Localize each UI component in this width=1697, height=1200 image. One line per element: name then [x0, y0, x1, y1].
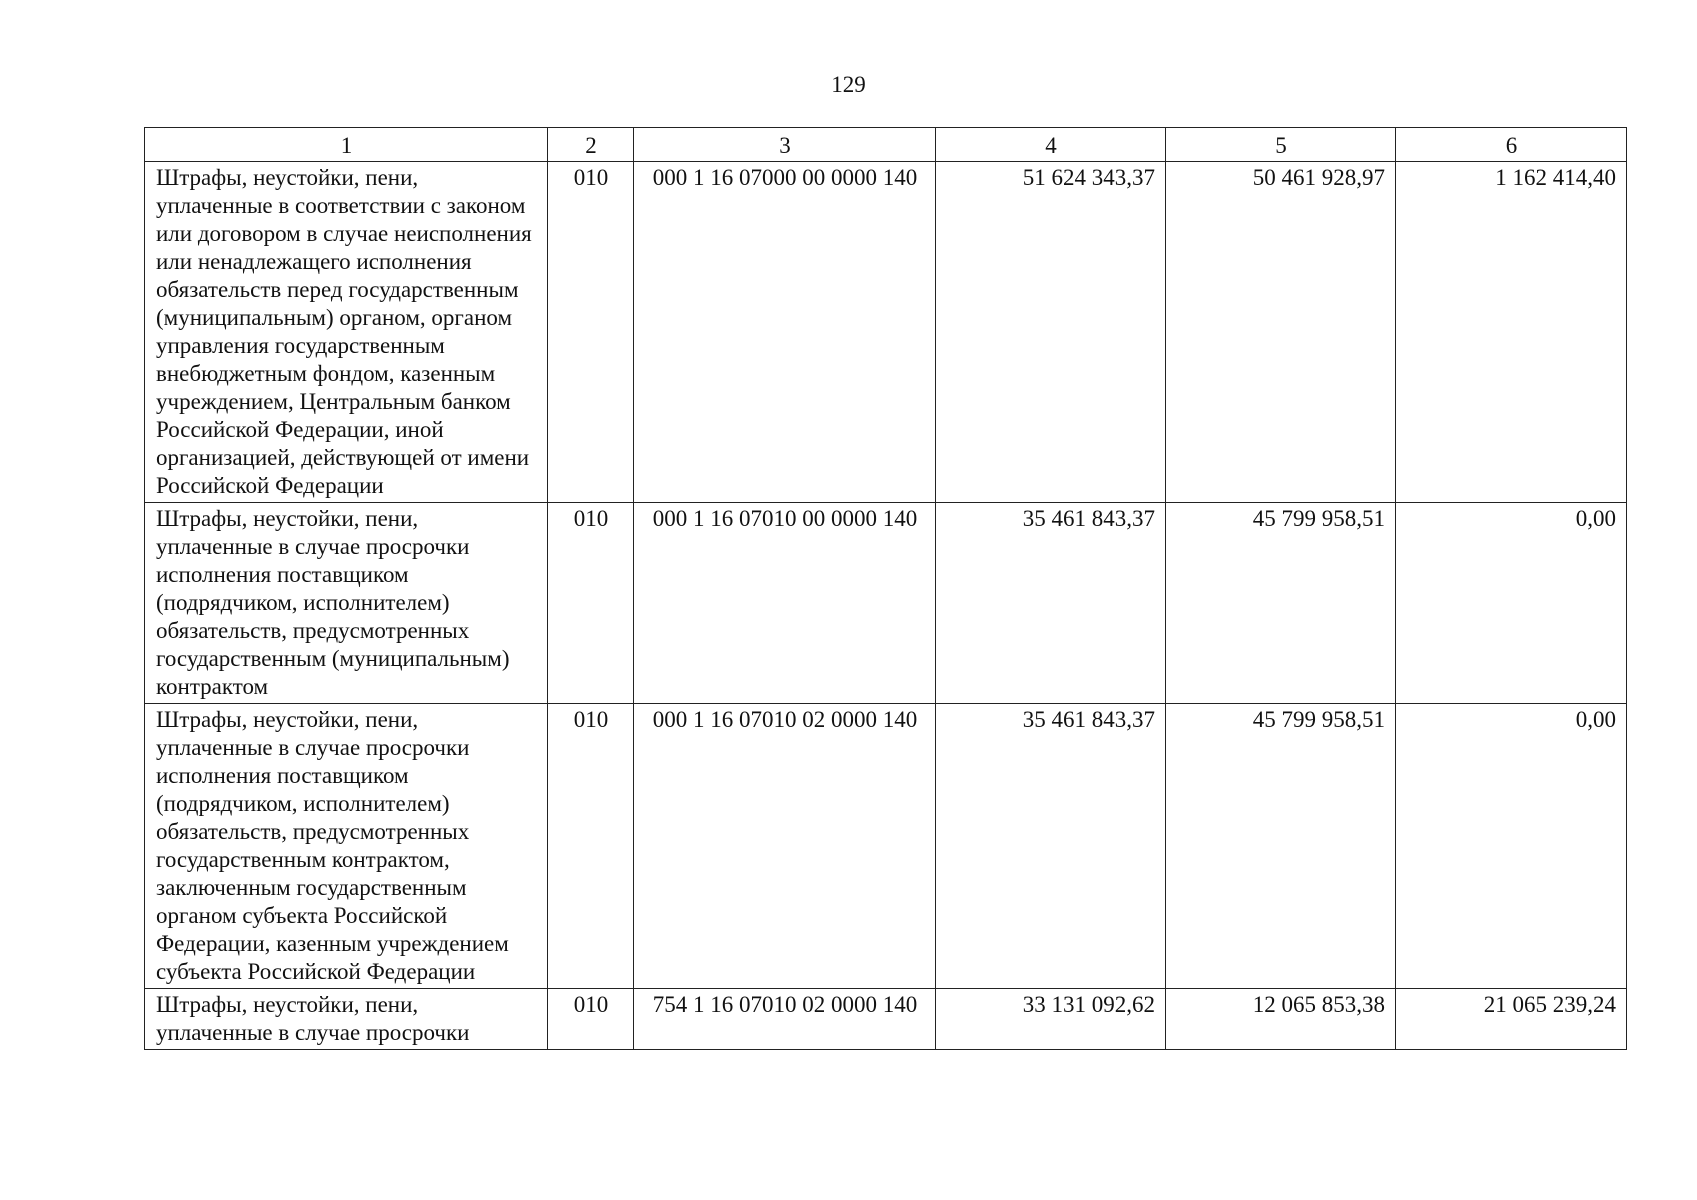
row-col4: 35 461 843,37 [936, 503, 1166, 704]
row-kbk: 000 1 16 07010 02 0000 140 [634, 704, 936, 989]
row-col5: 45 799 958,51 [1166, 704, 1396, 989]
row-col4: 35 461 843,37 [936, 704, 1166, 989]
table-row [145, 704, 1627, 989]
column-header-6: 6 [1396, 128, 1627, 162]
row-col6: 21 065 239,24 [1396, 989, 1627, 1050]
row-line-code: 010 [548, 162, 634, 503]
row-kbk: 000 1 16 07010 00 0000 140 [634, 503, 936, 704]
row-name: Штрафы, неустойки, пени, уплаченные в случае просрочки [145, 989, 548, 1050]
column-header-5: 5 [1166, 128, 1396, 162]
row-name: Штрафы, неустойки, пени, уплаченные в соответствии с законом или договором в случае неисполнения или ненадлежащего исполнения обязательств перед государственным (муниципальным) органом, органом управления государственным внебюджетным фондом, казенным учреждением, Центральным банком Российской Федерации, иной организацией, действующей от имени Российской Федерации [145, 162, 548, 503]
table-row [145, 162, 1627, 503]
row-name: Штрафы, неустойки, пени, уплаченные в случае просрочки исполнения поставщиком (подрядчиком, исполнителем) обязательств, предусмотренных государственным контрактом, заключенным государственным органом субъекта Российской Федерации, казенным учреждением субъекта Российской Федерации [145, 704, 548, 989]
row-col5: 45 799 958,51 [1166, 503, 1396, 704]
row-col4: 33 131 092,62 [936, 989, 1166, 1050]
row-line-code: 010 [548, 503, 634, 704]
row-line-code: 010 [548, 704, 634, 989]
row-col5: 50 461 928,97 [1166, 162, 1396, 503]
row-kbk: 754 1 16 07010 02 0000 140 [634, 989, 936, 1050]
column-header-3: 3 [634, 128, 936, 162]
header-row [145, 128, 1627, 162]
report-table [144, 127, 1627, 1050]
row-col6: 1 162 414,40 [1396, 162, 1627, 503]
table-row [145, 989, 1627, 1050]
page-number: 129 [831, 72, 866, 97]
row-col5: 12 065 853,38 [1166, 989, 1396, 1050]
row-col6: 0,00 [1396, 503, 1627, 704]
table-row [145, 503, 1627, 704]
row-col6: 0,00 [1396, 704, 1627, 989]
row-line-code: 010 [548, 989, 634, 1050]
row-col4: 51 624 343,37 [936, 162, 1166, 503]
column-header-4: 4 [936, 128, 1166, 162]
row-name: Штрафы, неустойки, пени, уплаченные в случае просрочки исполнения поставщиком (подрядчиком, исполнителем) обязательств, предусмотренных государственным (муниципальным) контрактом [145, 503, 548, 704]
column-header-1: 1 [145, 128, 548, 162]
row-kbk: 000 1 16 07000 00 0000 140 [634, 162, 936, 503]
column-header-2: 2 [548, 128, 634, 162]
